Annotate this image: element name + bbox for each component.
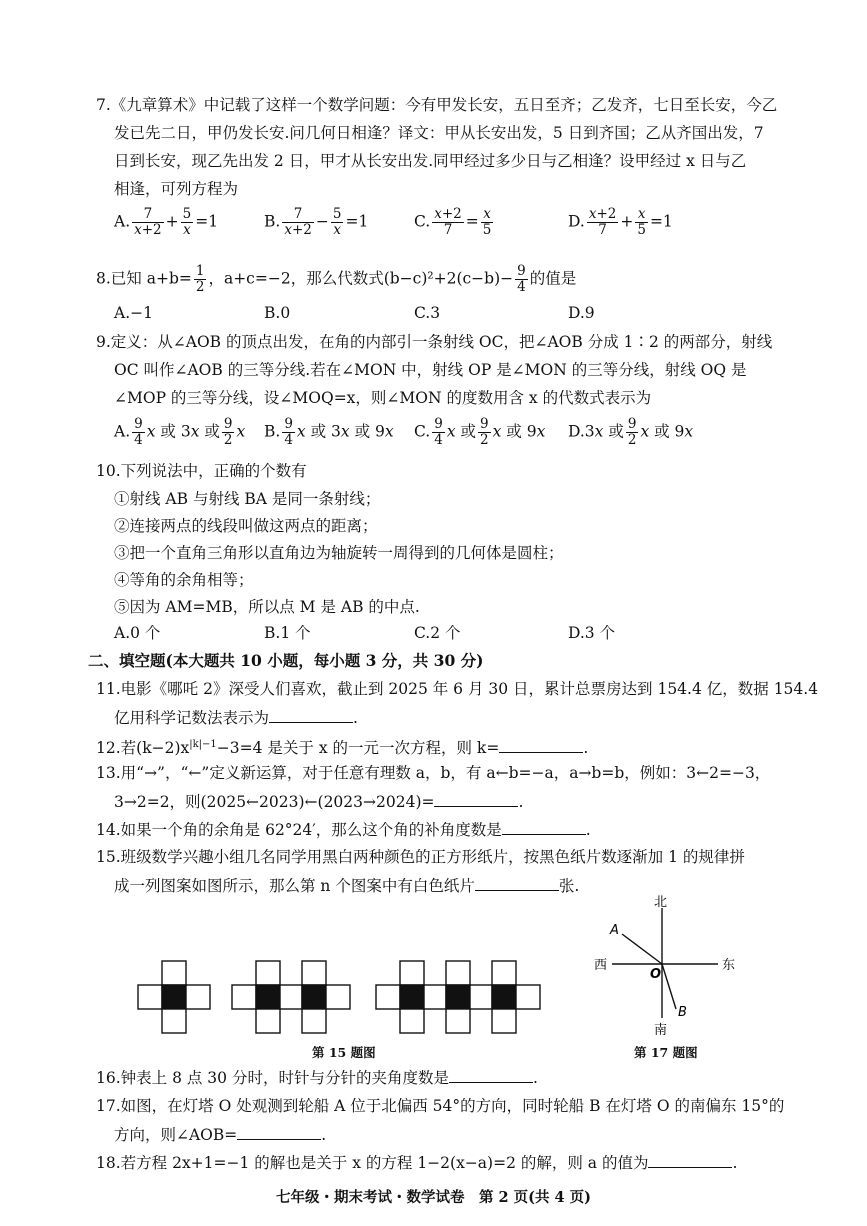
q10-item-4: ④等角的余角相等； <box>114 571 254 589</box>
q10-option-c: C.2 个 <box>414 624 461 642</box>
figure-15-patterns <box>130 955 570 1040</box>
q7-line2: 发已先二日，甲仍发长安.问几何日相逢？译文：甲从长安出发，5 日到齐国；乙从齐国出发，7 <box>114 124 764 142</box>
q7-option-c: C. $\frac{x+2}{7}$ = $\frac{x}{5}$ <box>414 206 492 238</box>
q12-line: 12.若$(k-2)x^{|k|-1}-3=4$ 是关于 x 的一元一次方程，则 k= . <box>96 734 588 759</box>
q8-option-b: B.0 <box>264 304 291 322</box>
q7-line1: 7.《九章算术》中记载了这样一个数学问题：今有甲发长安，五日至齐；乙发齐，七日至长安，今乙 <box>96 96 778 114</box>
figure-17-compass <box>590 894 750 1039</box>
q9-option-d: D.3x 或 $\frac{9}{2}$ x 或 9x <box>568 416 694 448</box>
q10-option-a: A.0 个 <box>114 624 161 642</box>
q9-line2: OC 叫作∠AOB 的三等分线.若在∠MON 中，射线 OP 是∠MON 的三等分线，射线 OQ 是 <box>114 361 747 379</box>
q7-line4: 相逢，可列方程为 <box>114 180 239 198</box>
figure-15-caption: 第 15 题图 <box>312 1045 376 1060</box>
q15-answer-blank[interactable] <box>475 874 559 891</box>
q15-line2: 成一列图案如图所示，那么第 n 个图案中有白色纸片 张. <box>114 874 579 897</box>
q9-option-b: B. $\frac{9}{4}$ x 或 3x 或 9x <box>264 416 394 448</box>
q8-stem: 8.已知 a+b= $\frac{1}{2}$ ，a+c=−2，那么代数式(b−c)²+2(c−b)− $\frac{9}{4}$ 的值是 <box>96 263 577 295</box>
q7-option-b: B. $\frac{7}{x+2}$ − $\frac{5}{x}$ =1 <box>264 206 369 238</box>
q8-option-a: A.−1 <box>114 304 153 322</box>
q7-option-d: D. $\frac{x+2}{7}$ + $\frac{x}{5}$ =1 <box>568 206 673 238</box>
point-a-label: A <box>610 923 619 938</box>
q14-answer-blank[interactable] <box>502 818 586 835</box>
q10-item-1: ①射线 AB 与射线 BA 是同一条射线； <box>114 490 381 508</box>
q13-answer-blank[interactable] <box>434 790 518 807</box>
q11-line1: 11.电影《哪吒 2》深受人们喜欢，截止到 2025 年 6 月 30 日，累计总票房达到 154.4 亿，数据 154.4 <box>96 680 819 698</box>
q10-item-3: ③把一个直角三角形以直角边为轴旋转一周得到的几何体是圆柱； <box>114 544 564 562</box>
point-o-label: O <box>650 967 662 982</box>
q7-line3: 日到长安，现乙先出发 2 日，甲才从长安出发.同甲经过多少日与乙相逢？设甲经过 x 日与乙 <box>114 152 747 170</box>
q16-answer-blank[interactable] <box>449 1066 533 1083</box>
q17-answer-blank[interactable] <box>237 1123 321 1140</box>
south-label: 南 <box>654 1023 668 1038</box>
q17-line1: 17.如图，在灯塔 O 处观测到轮船 A 位于北偏西 54°的方向，同时轮船 B 在灯塔 O 的南偏东 15°的 <box>96 1097 785 1115</box>
q18-line: 18.若方程 2x+1=−1 的解也是关于 x 的方程 1−2(x−a)=2 的解，则 a 的值为 . <box>96 1151 737 1174</box>
q7-option-a: A. $\frac{7}{x+2}$ + $\frac{5}{x}$ =1 <box>114 206 219 238</box>
q10-option-b: B.1 个 <box>264 624 311 642</box>
q11-answer-blank[interactable] <box>269 706 353 723</box>
q10-option-d: D.3 个 <box>568 624 616 642</box>
q8-option-d: D.9 <box>568 304 595 322</box>
q9-option-c: C. $\frac{9}{4}$ x 或 $\frac{9}{2}$ x 或 9x <box>414 416 546 448</box>
q16-line: 16.钟表上 8 点 30 分时，时针与分针的夹角度数是 . <box>96 1066 538 1089</box>
section-2-heading: 二、填空题(本大题共 10 小题，每小题 3 分，共 30 分) <box>88 651 484 670</box>
point-b-label: B <box>678 1005 687 1020</box>
north-label: 北 <box>654 895 668 910</box>
q12-answer-blank[interactable] <box>499 736 583 753</box>
east-label: 东 <box>722 958 736 973</box>
q10-item-2: ②连接两点的线段叫做这两点的距离； <box>114 517 378 535</box>
q10-stem: 10.下列说法中，正确的个数有 <box>96 462 307 480</box>
q18-answer-blank[interactable] <box>648 1151 732 1168</box>
page-footer: 七年级・期末考试・数学试卷 第 2 页(共 4 页) <box>275 1189 592 1206</box>
q13-line1: 13.用“→”，“←”定义新运算，对于任意有理数 a，b，有 a←b=−a，a→b=b，例如：3←2=−3， <box>96 764 771 782</box>
q9-line3: ∠MOP 的三等分线，设∠MOQ=x，则∠MON 的度数用含 x 的代数式表示为 <box>114 389 652 407</box>
q14-line: 14.如果一个角的余角是 62°24′，那么这个角的补角度数是 . <box>96 818 591 841</box>
west-label: 西 <box>594 958 608 973</box>
q13-line2: 3→2=2，则(2025←2023)←(2023→2024)= . <box>114 790 523 813</box>
q10-item-5: ⑤因为 AM=MB，所以点 M 是 AB 的中点. <box>114 598 420 616</box>
q9-option-a: A. $\frac{9}{4}$ x 或 3x 或 $\frac{9}{2}$ x <box>114 416 246 448</box>
q15-line1: 15.班级数学兴趣小组几名同学用黑白两种颜色的正方形纸片，按黑色纸片数逐渐加 1 的规律拼 <box>96 848 745 866</box>
q9-line1: 9.定义：从∠AOB 的顶点出发，在角的内部引一条射线 OC，把∠AOB 分成 1∶2 的两部分，射线 <box>96 333 773 351</box>
q8-option-c: C.3 <box>414 304 441 322</box>
figure-17-caption: 第 17 题图 <box>634 1045 698 1060</box>
q11-line2: 亿用科学记数法表示为 . <box>114 706 358 729</box>
q17-line2: 方向，则∠AOB= . <box>114 1123 326 1146</box>
